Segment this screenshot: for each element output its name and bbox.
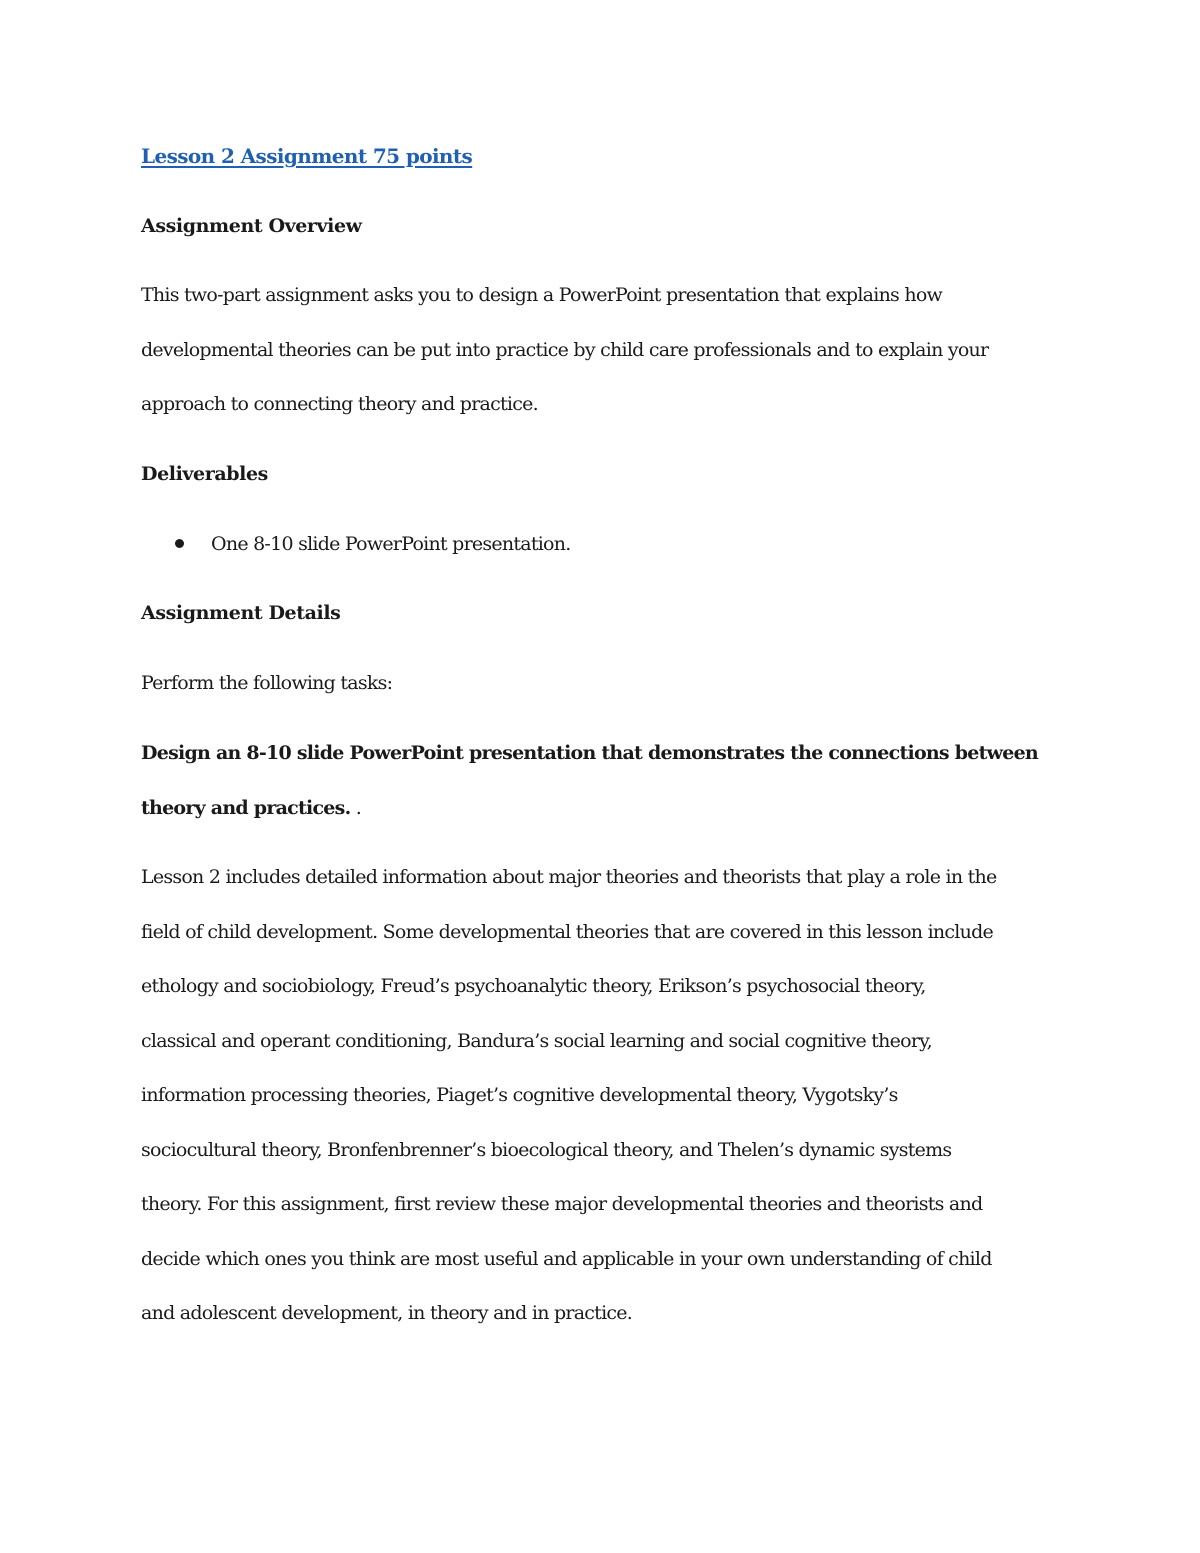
task-heading-line: theory and practices.: [141, 796, 351, 819]
overview-line: This two-part assignment asks you to design a PowerPoint presentation that explains how: [141, 284, 943, 306]
overview-line: approach to connecting theory and practice.: [141, 393, 538, 415]
task-heading: [141, 726, 1061, 835]
task-heading-line-2: [141, 781, 1061, 836]
body-paragraph: [141, 850, 1061, 1341]
overview-line: developmental theories can be put into practice by child care professionals and to explain your: [141, 338, 989, 361]
body-line: sociocultural theory, Bronfenbrenner’s bioecological theory, and Thelen’s dynamic systems: [141, 1138, 952, 1161]
list-item: [141, 526, 1061, 562]
overview-heading: Assignment Overview: [141, 215, 362, 237]
body-line: ethology and sociobiology, Freud’s psychoanalytic theory, Erikson’s psychosocial theory,: [141, 975, 926, 997]
task-heading-trailing: .: [350, 796, 362, 819]
body-line: decide which ones you think are most useful and applicable in your own understanding of child: [141, 1247, 992, 1270]
tasks-intro: Perform the following tasks:: [141, 672, 393, 694]
body-line: classical and operant conditioning, Bandura’s social learning and social cognitive theory,: [141, 1029, 932, 1052]
body-line: information processing theories, Piaget’s cognitive developmental theory, Vygotsky’s: [141, 1084, 898, 1106]
body-line: theory. For this assignment, first review these major developmental theories and theorists and: [141, 1193, 983, 1215]
body-line: Lesson 2 includes detailed information about major theories and theorists that play a role in the: [141, 866, 997, 888]
title-link[interactable]: Lesson 2 Assignment 75 points: [141, 144, 473, 168]
body-line: and adolescent development, in theory and in practice.: [141, 1302, 633, 1324]
body-line: field of child development. Some developmental theories that are covered in this lesson include: [141, 920, 994, 943]
list-item-text: One 8-10 slide PowerPoint presentation.: [211, 533, 571, 555]
deliverables-heading: Deliverables: [141, 463, 268, 485]
overview-paragraph: [141, 268, 1061, 432]
task-heading-line: Design an 8-10 slide PowerPoint presentation that demonstrates the connections between: [141, 742, 1038, 764]
bullet-icon: [175, 539, 184, 548]
deliverables-list: [141, 526, 1061, 562]
details-heading: Assignment Details: [141, 602, 341, 624]
